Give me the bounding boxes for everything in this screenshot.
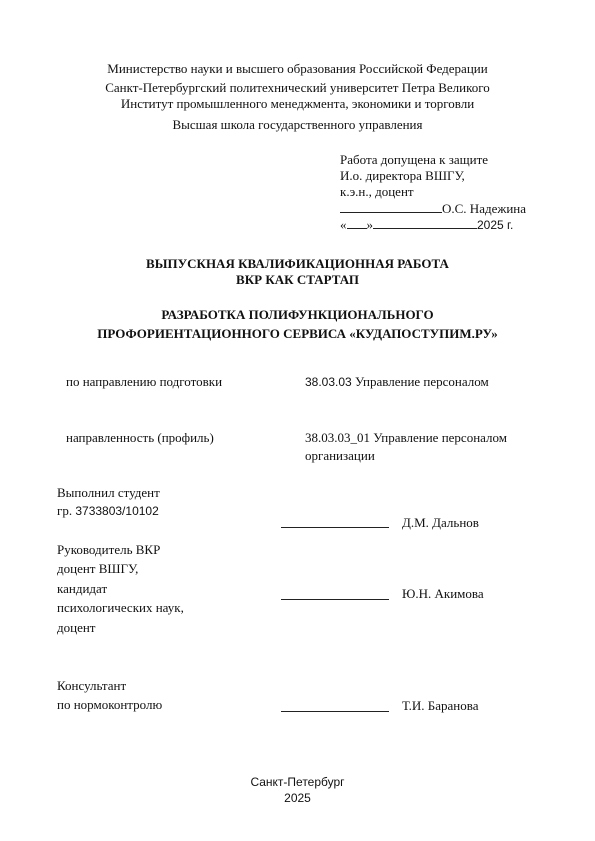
approval-line-3: к.э.н., доцент: [340, 184, 414, 199]
footer-city: Санкт-Петербург: [250, 775, 345, 789]
student-name: Д.М. Дальнов: [402, 515, 479, 530]
supervisor-label-3: кандидат: [57, 581, 108, 596]
direction-value: [305, 374, 489, 390]
supervisor-signature-line: [281, 599, 389, 600]
group-number: 3733803/10102: [75, 504, 159, 518]
supervisor-label-2: доцент ВШГУ,: [57, 561, 139, 576]
date-quote-close: »: [366, 217, 373, 232]
student-group: [57, 503, 159, 519]
ministry-line: Министерство науки и высшего образования Российской Федерации: [107, 61, 488, 76]
topic-line-1: РАЗРАБОТКА ПОЛИФУНКЦИОНАЛЬНОГО: [161, 307, 434, 322]
institute-line: Институт промышленного менеджмента, экономики и торговли: [120, 96, 475, 111]
work-type: ВЫПУСКНАЯ КВАЛИФИКАЦИОННАЯ РАБОТА: [146, 256, 449, 271]
supervisor-label-4: психологических наук,: [57, 600, 184, 615]
direction-code: 38.03.03: [305, 375, 352, 389]
profile-label: направленность (профиль): [66, 430, 214, 445]
consultant-label-2: по нормоконтролю: [57, 697, 163, 712]
topic-line-2: ПРОФОРИЕНТАЦИОННОГО СЕРВИСА «КУДАПОСТУПИМ.РУ»: [97, 326, 498, 341]
approval-date: [340, 216, 513, 233]
date-month-blank: [373, 216, 477, 229]
work-subtype: ВКР КАК СТАРТАП: [236, 272, 359, 287]
director-signature: [340, 200, 526, 217]
consultant-signature-line: [281, 711, 389, 712]
consultant-name: Т.И. Баранова: [402, 698, 479, 713]
director-name: О.С. Надежина: [442, 201, 527, 216]
direction-name: Управление персоналом: [351, 374, 489, 389]
school-line: Высшая школа государственного управления: [172, 117, 423, 132]
approval-line-1: Работа допущена к защите: [340, 152, 489, 167]
date-quote-open: «: [340, 217, 347, 232]
profile-value-1: 38.03.03_01 Управление персоналом: [305, 430, 508, 445]
profile-value-2: организации: [305, 448, 375, 463]
supervisor-label-1: Руководитель ВКР: [57, 542, 161, 557]
director-signature-line: [340, 200, 442, 213]
student-signature-line: [281, 527, 389, 528]
date-year: 2025 г.: [477, 218, 514, 232]
footer-year: 2025: [284, 791, 311, 805]
date-day-blank: [347, 216, 367, 229]
supervisor-label-5: доцент: [57, 620, 96, 635]
supervisor-name: Ю.Н. Акимова: [402, 586, 484, 601]
group-prefix: гр.: [57, 503, 76, 518]
consultant-label-1: Консультант: [57, 678, 127, 693]
approval-line-2: И.о. директора ВШГУ,: [340, 168, 465, 183]
student-label: Выполнил студент: [57, 485, 160, 500]
direction-label: по направлению подготовки: [66, 374, 223, 389]
university-line: Санкт-Петербургский политехнический университет Петра Великого: [105, 80, 490, 95]
